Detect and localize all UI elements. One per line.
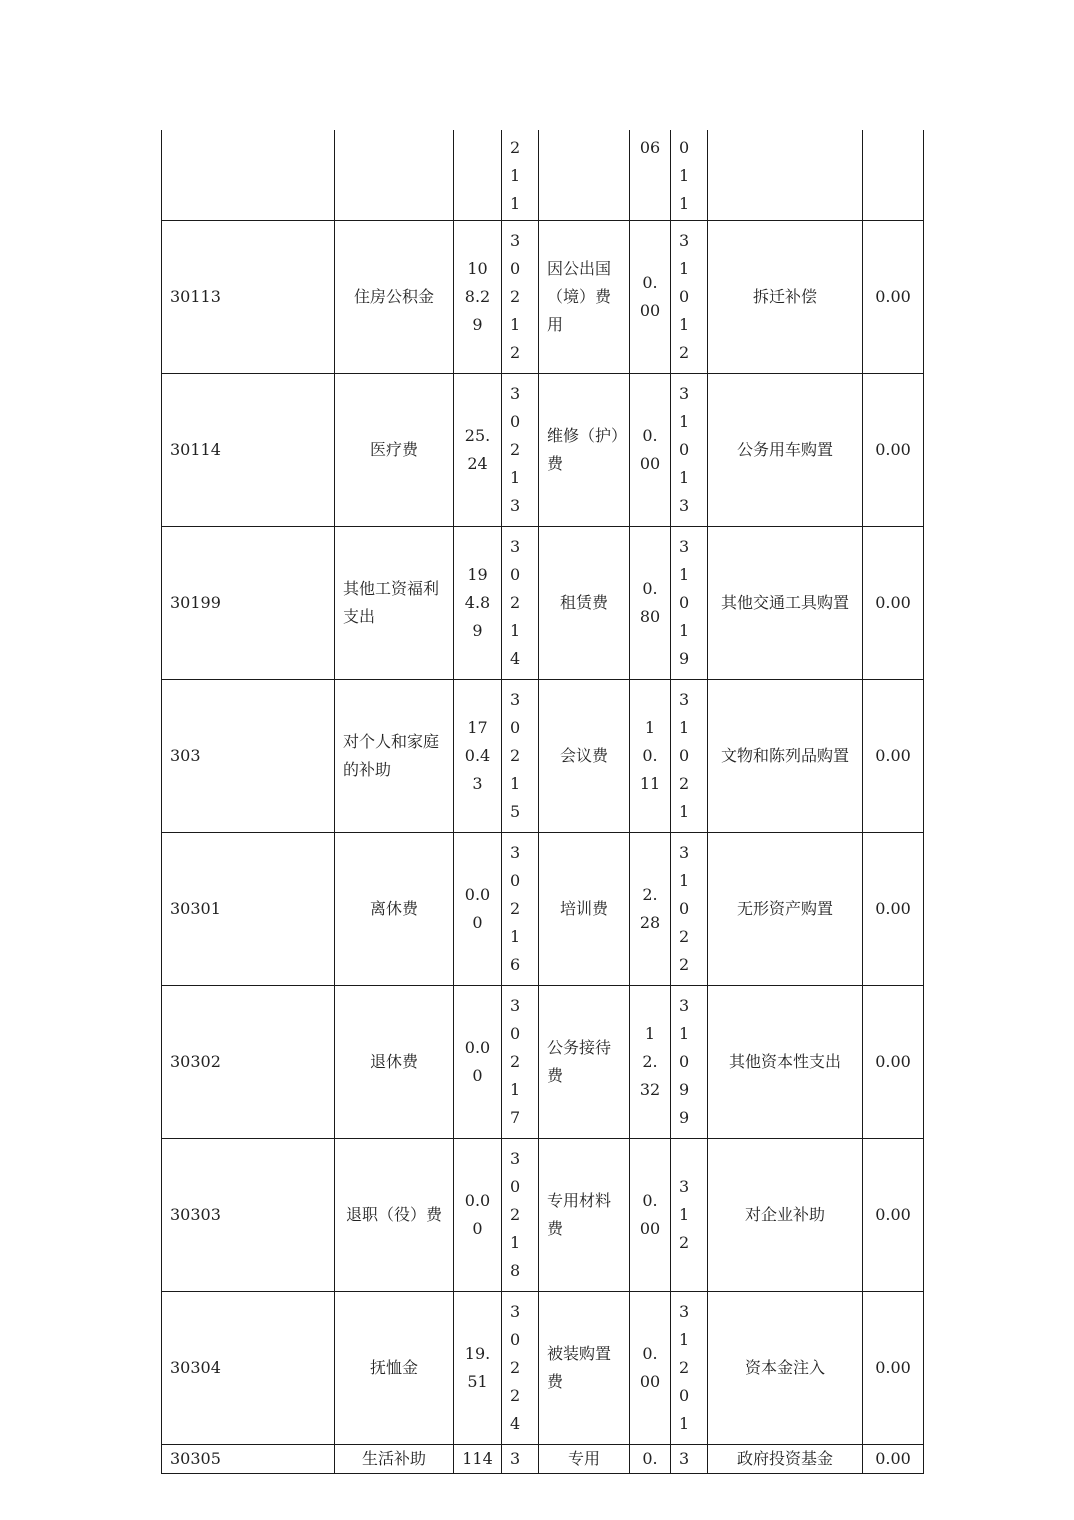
cell-amount1: 114 [454, 1445, 502, 1474]
cell-amount1: 0.00 [454, 986, 502, 1139]
cell-code3: 3 1 0 2 1 [671, 680, 708, 833]
cell-amount3: 0.00 [863, 1445, 924, 1474]
cell-name1: 退职（役）费 [335, 1139, 454, 1292]
table-row [162, 680, 924, 833]
cell-amount2: 0.00 [630, 1292, 671, 1445]
cell-code3: 3 [671, 1445, 708, 1474]
cell-amount1: 0.00 [454, 833, 502, 986]
cell-name1: 其他工资福利支出 [335, 527, 454, 680]
cell-name3: 文物和陈列品购置 [708, 680, 863, 833]
cell-name1: 生活补助 [335, 1445, 454, 1474]
cell-name1: 离休费 [335, 833, 454, 986]
cell-code2: 3 0 2 1 8 [502, 1139, 539, 1292]
cell-code1: 30199 [162, 527, 335, 680]
table-row-partial [162, 1445, 924, 1474]
cell-amount1: 108.29 [454, 221, 502, 374]
cell-name1 [335, 130, 454, 221]
cell-code2: 2 1 1 [502, 130, 539, 221]
cell-code2: 3 0 2 1 3 [502, 374, 539, 527]
cell-amount3: 0.00 [863, 1292, 924, 1445]
cell-code1: 30303 [162, 1139, 335, 1292]
cell-amount2: 0.00 [630, 221, 671, 374]
cell-amount3: 0.00 [863, 986, 924, 1139]
cell-name1: 住房公积金 [335, 221, 454, 374]
cell-amount1: 0.00 [454, 1139, 502, 1292]
cell-name3: 资本金注入 [708, 1292, 863, 1445]
cell-code1: 30113 [162, 221, 335, 374]
cell-code2: 3 0 2 1 4 [502, 527, 539, 680]
cell-code3: 3 1 0 1 2 [671, 221, 708, 374]
cell-code2: 3 0 2 2 4 [502, 1292, 539, 1445]
cell-code2: 3 [502, 1445, 539, 1474]
cell-name1: 抚恤金 [335, 1292, 454, 1445]
cell-code1: 30304 [162, 1292, 335, 1445]
cell-amount3: 0.00 [863, 374, 924, 527]
cell-name1: 医疗费 [335, 374, 454, 527]
cell-code1: 30302 [162, 986, 335, 1139]
cell-name3: 拆迁补偿 [708, 221, 863, 374]
cell-amount2: 2.28 [630, 833, 671, 986]
cell-code1: 30305 [162, 1445, 335, 1474]
table-row-continuation [162, 130, 924, 221]
cell-code3: 3 1 2 [671, 1139, 708, 1292]
cell-amount2: 0.80 [630, 527, 671, 680]
table-row [162, 833, 924, 986]
cell-code1: 303 [162, 680, 335, 833]
cell-code1: 30114 [162, 374, 335, 527]
cell-amount1: 170.43 [454, 680, 502, 833]
cell-name2: 公务接待费 [539, 986, 630, 1139]
cell-name2: 会议费 [539, 680, 630, 833]
cell-amount1: 19.51 [454, 1292, 502, 1445]
cell-amount1 [454, 130, 502, 221]
cell-code1: 30301 [162, 833, 335, 986]
cell-amount2: 06 [630, 130, 671, 221]
cell-name2: 专用材料费 [539, 1139, 630, 1292]
cell-name3: 无形资产购置 [708, 833, 863, 986]
cell-code1 [162, 130, 335, 221]
cell-code3: 3 1 2 0 1 [671, 1292, 708, 1445]
cell-amount2: 0.00 [630, 1139, 671, 1292]
cell-amount3: 0.00 [863, 680, 924, 833]
cell-name2: 因公出国（境）费用 [539, 221, 630, 374]
cell-name3: 其他资本性支出 [708, 986, 863, 1139]
cell-amount2: 0.00 [630, 374, 671, 527]
cell-name2: 专用 [539, 1445, 630, 1474]
cell-code2: 3 0 2 1 2 [502, 221, 539, 374]
cell-amount3: 0.00 [863, 833, 924, 986]
cell-name3: 其他交通工具购置 [708, 527, 863, 680]
cell-code3: 3 1 0 1 9 [671, 527, 708, 680]
cell-code3: 3 1 0 2 2 [671, 833, 708, 986]
table-row [162, 527, 924, 680]
table-row [162, 221, 924, 374]
table-row [162, 374, 924, 527]
cell-amount1: 25.24 [454, 374, 502, 527]
cell-name3 [708, 130, 863, 221]
cell-code3: 3 1 0 1 3 [671, 374, 708, 527]
cell-name3: 对企业补助 [708, 1139, 863, 1292]
cell-name2 [539, 130, 630, 221]
cell-amount3: 0.00 [863, 221, 924, 374]
cell-amount3 [863, 130, 924, 221]
table-row [162, 1292, 924, 1445]
cell-code2: 3 0 2 1 6 [502, 833, 539, 986]
table-row [162, 986, 924, 1139]
cell-name1: 对个人和家庭的补助 [335, 680, 454, 833]
cell-name2: 维修（护）费 [539, 374, 630, 527]
cell-code2: 3 0 2 1 7 [502, 986, 539, 1139]
cell-name3: 公务用车购置 [708, 374, 863, 527]
cell-amount2: 0. [630, 1445, 671, 1474]
cell-amount3: 0.00 [863, 527, 924, 680]
cell-name1: 退休费 [335, 986, 454, 1139]
expenditure-table [161, 130, 924, 1474]
cell-code3: 3 1 0 9 9 [671, 986, 708, 1139]
cell-code3: 0 1 1 [671, 130, 708, 221]
cell-amount1: 194.89 [454, 527, 502, 680]
cell-amount3: 0.00 [863, 1139, 924, 1292]
cell-name2: 培训费 [539, 833, 630, 986]
cell-name3: 政府投资基金 [708, 1445, 863, 1474]
cell-amount2: 12.32 [630, 986, 671, 1139]
cell-code2: 3 0 2 1 5 [502, 680, 539, 833]
table-row [162, 1139, 924, 1292]
cell-name2: 租赁费 [539, 527, 630, 680]
cell-amount2: 10.11 [630, 680, 671, 833]
cell-name2: 被装购置费 [539, 1292, 630, 1445]
